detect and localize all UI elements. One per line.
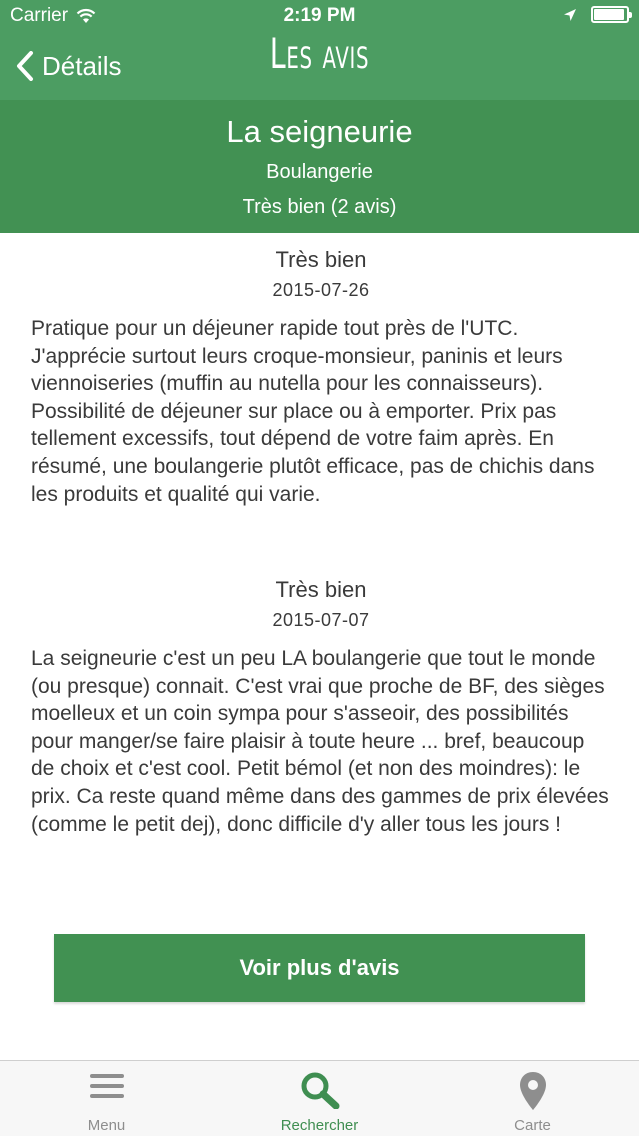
tab-map-label: Carte [514, 1117, 551, 1134]
status-indicators [563, 6, 629, 23]
review-date: 2015-07-26 [272, 280, 370, 300]
tab-menu-label: Menu [87, 1117, 126, 1134]
review-text: Pratique pour un déjeuner rapide tout près de l'UTC. J'apprécie surtout leurs croque-monsieur, paninis et leurs viennoiseries (muffin au nutella pour les connaisseurs). Possibilité de déjeuner sur place ou à emporter. Prix pas tellement excessifs, tout dépend de votre faim après. En résumé, une boulangerie plutôt efficace, pas de chichis dans les produits et qualité qui varie. [31, 317, 595, 506]
search-icon [213, 1071, 426, 1109]
battery-icon [591, 6, 629, 23]
battery-level [594, 9, 624, 20]
review-rating: Très bien [275, 247, 367, 272]
tab-bar [0, 1060, 639, 1136]
chevron-left-icon [16, 51, 34, 81]
shop-name: La seigneurie [226, 114, 413, 149]
tab-menu[interactable] [0, 1061, 213, 1136]
review-text: La seigneurie c'est un peu LA boulangerie que tout le monde (ou presque) connait. C'est vrai que proche de BF, des sièges moelleux et un coin sympa pour s'asseoir, des possibilités pour manger/se faire plaisir à toute heure ... bref, beaucoup de choix et c'est cool. Petit bémol (et non des moindres): le prix. Ca reste quand même dans des gammes de prix élevées (comme le petit dej), donc difficile d'y aller tous les jours ! [31, 647, 609, 836]
more-reviews-button[interactable]: Voir plus d'avis [54, 934, 585, 1002]
navigation-bar [0, 29, 639, 100]
page-title [102, 29, 537, 78]
tab-map[interactable] [426, 1061, 639, 1136]
map-pin-icon [426, 1071, 639, 1109]
shop-header [0, 100, 639, 233]
review-rating: Très bien [275, 577, 367, 602]
tab-search-label: Rechercher [280, 1117, 359, 1134]
shop-type: Boulangerie [266, 161, 373, 183]
location-arrow-icon [563, 8, 577, 22]
tab-search[interactable] [213, 1061, 426, 1136]
shop-rating-summary: Très bien (2 avis) [242, 196, 397, 218]
top-bar [0, 0, 639, 100]
page-title-text: Les avis [269, 29, 370, 78]
review-date: 2015-07-07 [272, 610, 370, 630]
back-label: Détails [42, 50, 122, 81]
review-item [31, 247, 611, 508]
hamburger-menu-icon [0, 1071, 213, 1109]
status-time: 2:19 PM [283, 5, 356, 26]
carrier-label: Carrier [10, 5, 69, 26]
review-item [31, 577, 611, 838]
